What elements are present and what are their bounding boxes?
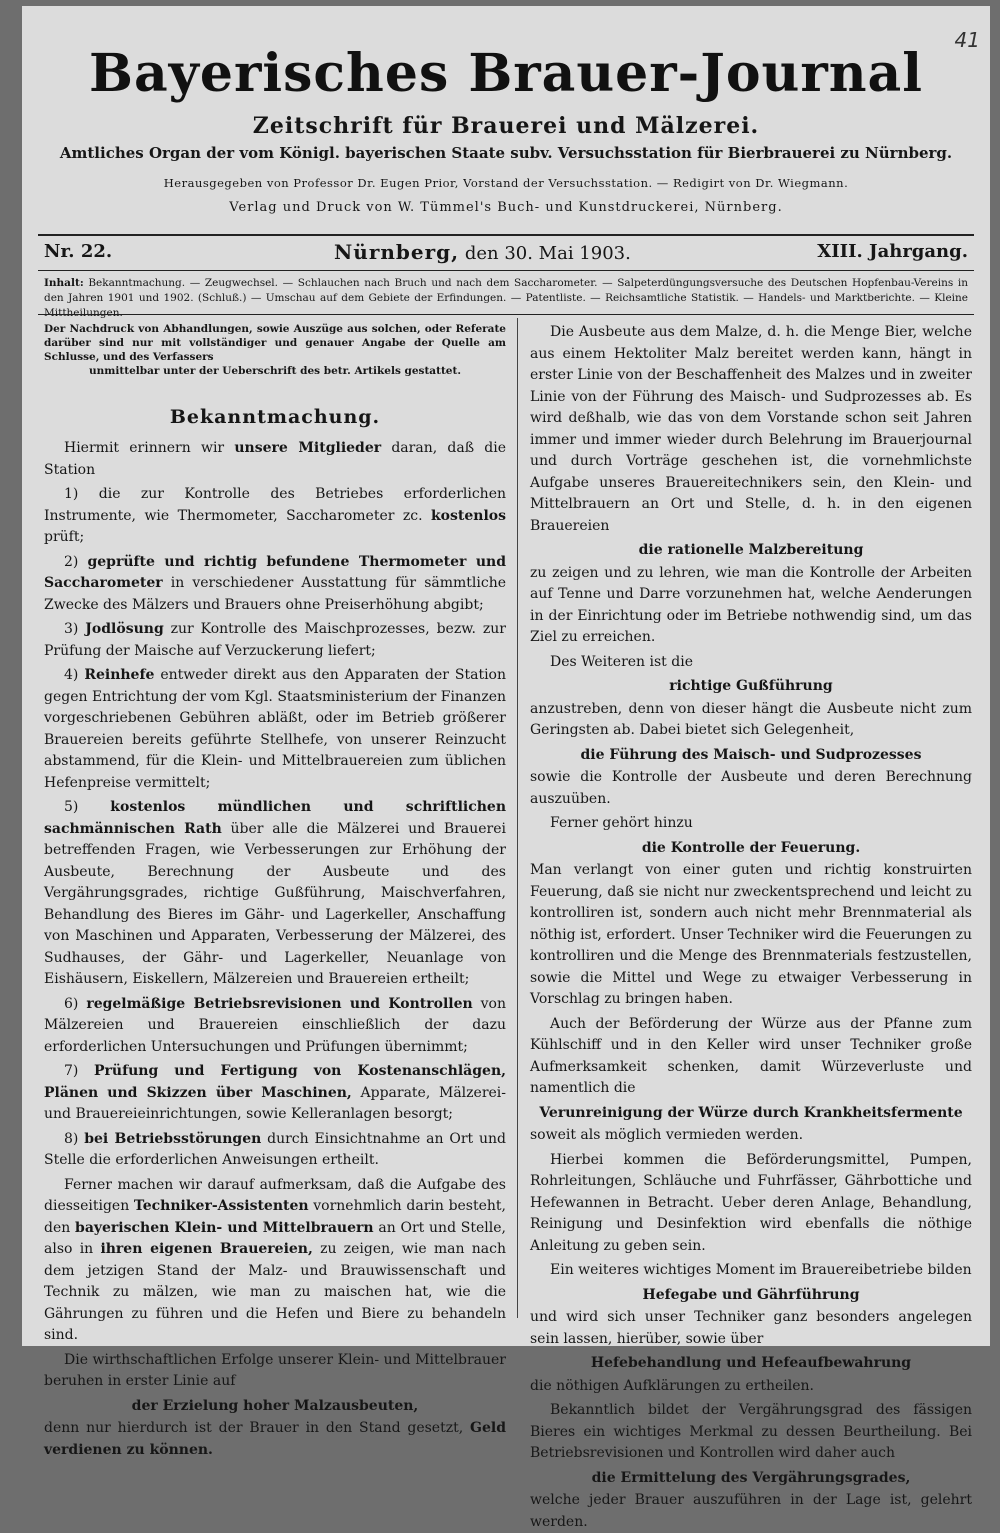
paragraph-intro: Hiermit erinnern wir unsere Mitglieder daran, daß die Station — [44, 440, 506, 478]
issue-date: den 30. Mai 1903. — [464, 243, 631, 264]
paragraph-ausbeute: Die Ausbeute aus dem Malze, d. h. die Menge Bier, welche aus einem Hektoliter Malz bereitet werden kann, hängt in erster Linie von der Beschaffenheit des Malzes und in zweiter Linie von der Führung des Maisch- und Sudprozesses ab. Es wird deßhalb, wie das von dem Vorstande schon seit Jahren immer und immer wieder durch Belehrung im Brauerjournal und durch Vorträge geschehen ist, die vornehmlichste Aufgabe unseres Brauereitechnikers sein, den Klein- und Mittelbrauern an Ort und Stelle, d. h. in den eigenen Brauereien — [530, 324, 972, 534]
centered-phrase-verunreinigung: Verunreinigung der Würze durch Krankheitsfermente — [539, 1104, 963, 1121]
paragraph-weiteren: Des Weiteren ist die — [550, 653, 693, 670]
paragraph-vergaehrungsgrad: Bekanntlich bildet der Vergährungsgrad des fässigen Bieres ein wichtiges Merkmal zu dessen Beurtheilung. Bei Betriebsrevisionen und Kontrollen wird daher auch — [530, 1402, 972, 1461]
reprint-notice-last: unmittelbar unter der Ueberschrift des betr. Artikels gestattet. — [89, 365, 461, 377]
paragraph-moment: Ein weiteres wichtiges Moment im Brauereibetriebe bilden — [550, 1262, 972, 1278]
centered-phrase-gussfuehrung: richtige Gußführung — [669, 678, 833, 694]
centered-phrase-hefegabe: Hefegabe und Gährführung — [642, 1286, 860, 1303]
centered-phrase-ermittelung: die Ermittelung des Vergährungsgrades, — [591, 1469, 911, 1486]
paragraph-ferner: Ferner gehört hinzu — [550, 815, 693, 831]
paragraph-anzustreben: anzustreben, denn von dieser hängt die Ausbeute nicht zum Geringsten ab. Dabei bietet sich Gelegenheit, — [530, 700, 972, 738]
left-column — [44, 322, 507, 1458]
reprint-notice — [44, 322, 506, 378]
paragraph-befoerderungsmittel: Hierbei kommen die Beförderungsmittel, Pumpen, Rohrleitungen, Schläuche und Fuhrfässer, Gährbottiche und Hefewannen in Betracht. Ueber deren Anlage, Behandlung, Reinigung und Desinfektion wird ebenfalls die nöthige Anleitung zu geben sein. — [530, 1151, 972, 1254]
paragraph-feuerung: Man verlangt von einer guten und richtig konstruirten Feuerung, daß sie nicht nur zweckentsprechend und leicht zu kontrolliren ist, sondern auch nicht mehr Brennmaterial als nöthig ist, erfordert. Unser Techniker wird die Feuerungen zu kontrolliren und die Menge des Brennmaterials festzustellen, sowie die Mittel und Wege zu etwaiger Verbesserung in Vorschlag zu bringen haben. — [530, 862, 972, 1007]
centered-phrase-malzbereitung: die rationelle Malzbereitung — [638, 542, 864, 558]
paragraph-techniker-angelegen: und wird sich unser Techniker ganz besonders angelegen sein lassen, hierüber, sowie über — [530, 1309, 972, 1347]
column-divider — [517, 318, 518, 1318]
publisher-line: Verlag und Druck von W. Tümmel's Buch- und Kunstdruckerei, Nürnberg. — [229, 200, 783, 215]
journal-subtitle: Zeitschrift für Brauerei und Mälzerei. — [252, 113, 760, 139]
paragraph-item-1: 1) die zur Kontrolle des Betriebes erforderlichen Instrumente, wie Thermometer, Saccharometer zc. kostenlos prüft; — [44, 486, 506, 545]
issue-rule — [38, 270, 974, 271]
issue-volume: XIII. Jahrgang. — [817, 241, 968, 262]
editor-line: Herausgegeben von Professor Dr. Eugen Prior, Vorstand der Versuchsstation. — Redigirt von Dr. Wiegmann. — [163, 176, 849, 190]
right-column — [530, 322, 972, 1530]
page-mark: 41 — [954, 28, 980, 52]
issue-bar — [44, 238, 968, 266]
paragraph-item-5: 5) kostenlos mündlichen und schriftlichen sachmännischen Rath über alle die Mälzerei und Brauerei betreffenden Fragen, wie Verbesserungen zur Erhöhung der Ausbeute, Berechnung der Ausbeute und des Vergährungsgrades, richtige Gußführung, Maischverfahren, Behandlung des Bieres im Gähr- und Lagerkeller, Anschaffung von Maschinen und Apparaten, Verbesserung der Mälzerei, des Sudhauses, der Gähr- und Lagerkeller, Neuanlage von Eishäusern, Eiskellern, Mälzereien und Brauereien ertheilt; — [44, 799, 507, 987]
paragraph-item-6: 6) regelmäßige Betriebsrevisionen und Kontrollen von Mälzereien und Brauereien einschließlich der dazu erforderlichen Untersuchungen und Prüfungen übernimmt; — [44, 995, 506, 1055]
paragraph-item-4: 4) Reinhefe entweder direkt aus den Apparaten der Station gegen Entrichtung der vom Kgl. Staatsministerium der Finanzen vorgeschriebenen Gebühren abläßt, oder im Betrieb größerer Brauereien bereits geführte Stellhefe, von unserer Reinzucht abstammend, für die Klein- und Mittelbrauereien zum üblichen Hefenpreise vermittelt; — [44, 667, 506, 791]
paragraph-geld: denn nur hierdurch ist der Brauer in den Stand gesetzt, Geld verdienen zu können. — [44, 1420, 506, 1458]
centered-phrase-feuerung: die Kontrolle der Feuerung. — [641, 839, 861, 856]
issue-place: Nürnberg, — [334, 240, 460, 264]
issue-number: Nr. 22. — [44, 241, 113, 262]
reprint-notice-text: Der Nachdruck von Abhandlungen, sowie Auszüge aus solchen, oder Referate darüber sind nur mit vollständiger und genauer Angabe der Quelle am Schlusse, und des Verfassers — [44, 323, 506, 363]
toc-label: Inhalt: — [44, 277, 84, 289]
masthead-rule — [38, 234, 974, 236]
paragraph-erfolge: Die wirthschaftlichen Erfolge unserer Klein- und Mittelbrauer beruhen in erster Linie auf — [44, 1351, 506, 1389]
issue-place-date — [334, 238, 631, 268]
paragraph-item-3: 3) Jodlösung zur Kontrolle des Maischprozesses, bezw. zur Prüfung der Maische auf Verzuckerung liefert; — [44, 621, 506, 659]
paragraph-kontrolle-ausbeute: sowie die Kontrolle der Ausbeute und deren Berechnung auszuüben. — [530, 769, 972, 807]
paragraph-item-2: 2) geprüfte und richtig befundene Thermometer und Saccharometer in verschiedener Ausstattung für sämmtliche Zwecke des Mälzers und Brauers ohne Preiserhöhung abgibt; — [44, 553, 506, 613]
paragraph-aufklaerungen: die nöthigen Aufklärungen zu ertheilen. — [530, 1377, 814, 1394]
paragraph-wuerze: Auch der Beförderung der Würze aus der Pfanne zum Kühlschiff und in den Keller wird unser Techniker große Aufmerksamkeit schenken, damit Würzeverluste und namentlich die — [530, 1015, 972, 1096]
paragraph-gelehrt: welche jeder Brauer auszuführen in der Lage ist, gelehrt werden. — [530, 1492, 972, 1530]
centered-phrase-sudprozess: die Führung des Maisch- und Sudprozesses — [580, 746, 922, 763]
paragraph-item-7: 7) Prüfung und Fertigung von Kostenanschlägen, Plänen und Skizzen über Maschinen, Apparate, Mälzerei- und Brauereieinrichtungen, sowie Kelleranlagen besorgt; — [44, 1063, 506, 1122]
paragraph-techniker: Ferner machen wir darauf aufmerksam, daß die Aufgabe des diesseitigen Techniker-Assistenten vornehmlich darin besteht, den bayerischen Klein- und Mittelbrauern an Ort und Stelle, also in ihren eigenen Brauereien, zu zeigen, wie man nach dem jetzigen Stand der Malz- und Brauwissenschaft und Technik zu mälzen, wie man zu maischen hat, wie die Gährungen zu führen und die Hefen und Biere zu behandeln sind. — [44, 1176, 506, 1343]
paragraph-vermieden: soweit als möglich vermieden werden. — [530, 1127, 804, 1143]
masthead — [22, 42, 990, 218]
paragraph-item-8: 8) bei Betriebsstörungen durch Einsichtnahme an Ort und Stelle die erforderlichen Anweisungen ertheilt. — [44, 1130, 506, 1168]
journal-title: Bayerisches Brauer-Journal — [89, 43, 923, 104]
toc-text: Bekanntmachung. — Zeugwechsel. — Schlauchen nach Bruch und nach dem Saccharometer. — Salpeterdüngungsversuche des Deutschen Hopfenbau-Vereins in den Jahren 1901 und 1902. (Schluß.) — Umschau auf dem Gebiete der Erfindungen. — Patentliste. — Reichsamtliche Statistik. — Handels- und Marktberichte. — Kleine Mittheilungen. — [44, 277, 968, 319]
centered-phrase-malzausbeuten: der Erzielung hoher Malzausbeuten, — [131, 1397, 419, 1414]
newspaper-page — [22, 6, 990, 1530]
paragraph-tenne: zu zeigen und zu lehren, wie man die Kontrolle der Arbeiten auf Tenne und Darre vorzunehmen hat, welche Aenderungen in der Einrichtung oder im Betriebe nothwendig sind, um das Ziel zu erreichen. — [530, 564, 972, 645]
article-heading: Bekanntmachung. — [169, 406, 381, 428]
official-organ-line: Amtliches Organ der vom Königl. bayerischen Staate subv. Versuchsstation für Bierbrauerei zu Nürnberg. — [59, 144, 953, 162]
toc-rule — [38, 314, 974, 315]
centered-phrase-hefebehandlung: Hefebehandlung und Hefeaufbewahrung — [590, 1355, 912, 1371]
